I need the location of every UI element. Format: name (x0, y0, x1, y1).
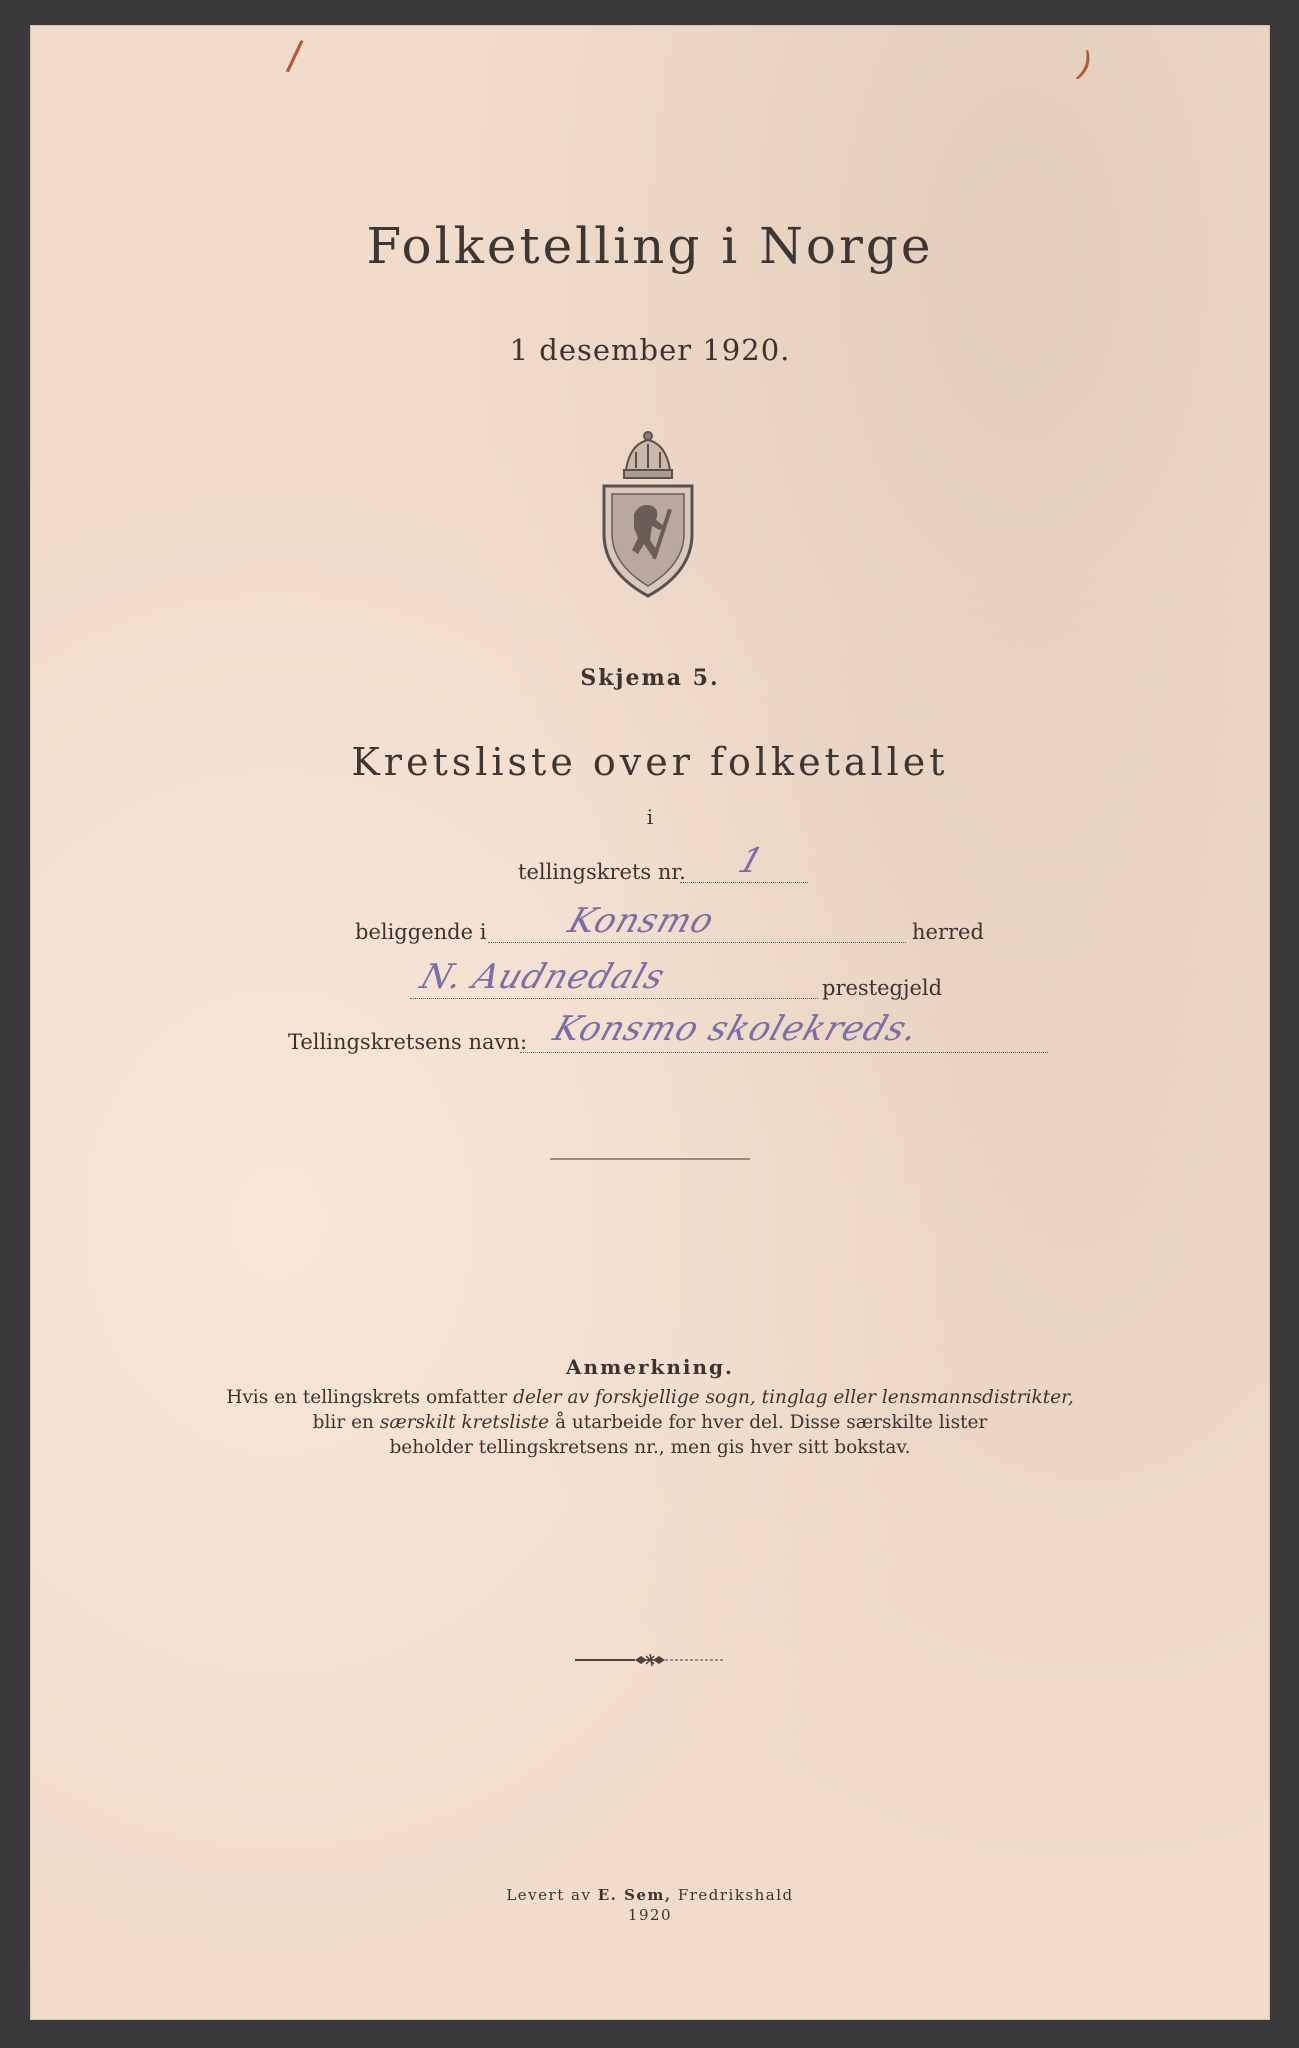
beliggende-line (488, 942, 906, 943)
krets-number-line (680, 882, 808, 883)
note-text (30, 1385, 1270, 1460)
printer-imprint (30, 1885, 1270, 1925)
prestegjeld-value: N. Audnedals (415, 957, 671, 997)
page-title: Folketelling i Norge (366, 217, 934, 275)
census-date: 1 desember 1920. (509, 333, 791, 367)
krets-number-label: tellingskrets nr. (518, 860, 686, 884)
printer-year: 1920 (627, 1906, 673, 1924)
note-line-1: Hvis en tellingskrets omfatter deler av forskjellige sogn, tinglag eller lensmannsdistrikter, (226, 1387, 1074, 1408)
note-title: Anmerkning. (566, 1355, 734, 1379)
note-line-3: beholder tellingskretsens nr., men gis hver sitt bokstav. (389, 1437, 911, 1458)
krets-name-line (520, 1052, 1048, 1053)
ornament-divider-icon (575, 1653, 725, 1667)
herred-label: herred (912, 920, 984, 944)
krets-name-label: Tellingskretsens navn: (288, 1030, 528, 1054)
pencil-mark-top-left: / (284, 32, 305, 80)
printer-line: Levert av E. Sem, Fredrikshald (506, 1886, 794, 1904)
pencil-mark-top-right: ) (1071, 43, 1098, 87)
subtitle-preposition: i (646, 805, 654, 829)
divider-rule (550, 1158, 750, 1160)
norwegian-coat-of-arms-icon (600, 430, 696, 598)
krets-number-value: 1 (733, 841, 770, 881)
note-line-2: blir en særskilt kretsliste å utarbeide for hver del. Disse særskilte lister (312, 1412, 988, 1433)
form-subtitle: Kretsliste over folketallet (351, 740, 949, 784)
beliggende-value: Konsmo (563, 901, 720, 941)
krets-name-value: Konsmo skolekreds. (548, 1009, 924, 1049)
prestegjeld-line (410, 998, 818, 999)
prestegjeld-label: prestegjeld (822, 976, 943, 1000)
census-form-page (30, 25, 1270, 2020)
schema-number: Skjema 5. (580, 665, 720, 691)
beliggende-label: beliggende i (355, 920, 487, 944)
